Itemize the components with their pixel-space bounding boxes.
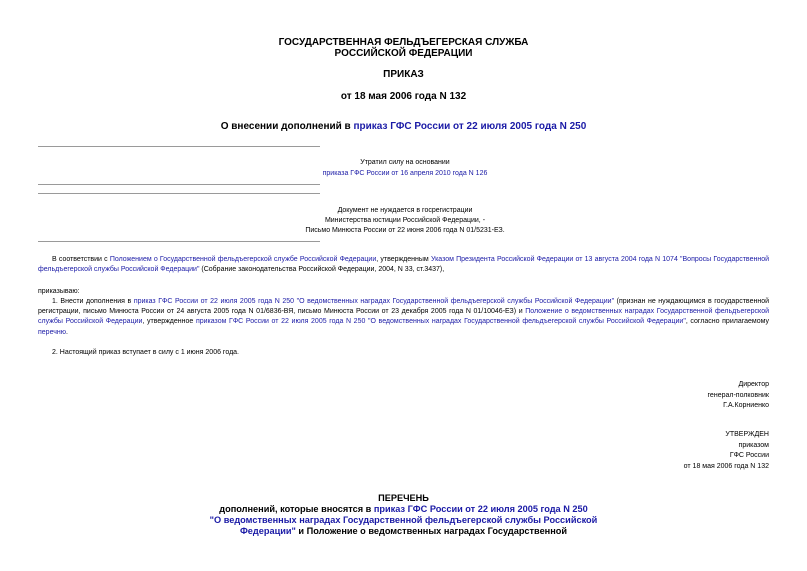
- awards-regulation-link[interactable]: Положение о ведомственных наградах Государственной фельдъегерской службы Российской Федерации: [38, 308, 769, 326]
- divider: [38, 193, 320, 194]
- title-link[interactable]: приказ ГФС России от 22 июля 2005 года N 250: [353, 121, 587, 132]
- list-link[interactable]: перечню: [38, 328, 66, 336]
- item1-text: (признан не нуждающимся в государственной регистрации, письмо Минюста России от 24 августа 2005 года N 01/6836-ВЯ, письмо Минюста России от 23 декабря 2005 года N 01/10046-ЕЗ) и: [38, 298, 769, 316]
- item1-text: 1. Внести дополнения в: [52, 298, 134, 305]
- regulation-link[interactable]: Положением о Государственной фельдъегерской службе Российской Федерации: [109, 256, 377, 263]
- item1-paragraph: [38, 297, 769, 338]
- appendix-line1: [0, 504, 807, 515]
- preamble-paragraph: [38, 255, 769, 275]
- item2-paragraph: 2. Настоящий приказ вступает в силу с 1 июня 2006 года.: [52, 349, 239, 356]
- signature-block: [708, 380, 769, 412]
- document-type: ПРИКАЗ: [383, 69, 424, 80]
- status-note-line1: Утратил силу на основании: [360, 159, 450, 166]
- divider: [38, 241, 320, 242]
- approval-line3: ГФС России: [729, 452, 769, 459]
- approving-order-link[interactable]: приказом ГФС России от 22 июля 2005 года N 250 "О ведомственных наградах Государственной фельдъегерской службы Российской Федерации": [195, 318, 686, 326]
- status-note-link[interactable]: приказа ГФС России от 16 апреля 2010 года N 126: [322, 170, 488, 177]
- divider: [38, 184, 320, 185]
- registration-note: [270, 206, 540, 236]
- order-word: приказываю:: [38, 288, 80, 295]
- appendix-line3-suffix: и Положение о ведомственных наградах Государственной: [295, 526, 568, 536]
- preamble-text: , утвержденным: [376, 256, 431, 263]
- signature-rank: генерал-полковник: [707, 391, 769, 399]
- appendix-order-link[interactable]: приказ ГФС России от 22 июля 2005 года N 250: [373, 504, 588, 514]
- approval-block: [684, 430, 769, 472]
- signature-position: Директор: [738, 381, 769, 388]
- item1-text: , согласно прилагаемому: [685, 318, 769, 326]
- appendix-line3-link[interactable]: Федерации": [239, 526, 296, 536]
- title-prefix: О внесении дополнений в: [220, 121, 354, 132]
- appendix-line2-link[interactable]: "О ведомственных наградах Государственной фельдъегерской службы Российской: [209, 515, 598, 525]
- approval-line1: УТВЕРЖДЕН: [725, 431, 769, 438]
- approval-line2: приказом: [738, 441, 769, 449]
- approval-line4: от 18 мая 2006 года N 132: [683, 462, 769, 470]
- decree-link[interactable]: Указом Президента Российской Федерации от 13 августа 2004 года N 1074 "Вопросы Государственной фельдъегерской службы Российской Федерации": [38, 256, 769, 274]
- preamble-text: (Собрание законодательства Российской Федерации, 2004, N 33, ст.3437),: [199, 266, 445, 274]
- signature-name: Г.А.Корниенко: [723, 402, 769, 409]
- registration-line2: Министерства юстиции Российской Федерации, -: [324, 217, 486, 224]
- item1-text: , утвержденное: [142, 318, 196, 326]
- appendix-title: ПЕРЕЧЕНЬ: [378, 493, 429, 503]
- preamble-text: В соответствии с: [52, 256, 110, 263]
- registration-line1: Документ не нуждается в госрегистрации: [337, 207, 473, 214]
- item1-text: .: [66, 328, 68, 336]
- appendix-line1-prefix: дополнений, которые вносятся в: [219, 504, 374, 514]
- divider: [38, 146, 320, 147]
- document-title: [0, 121, 807, 132]
- agency-name-line1: ГОСУДАРСТВЕННАЯ ФЕЛЬДЪЕГЕРСКАЯ СЛУЖБА: [278, 37, 529, 48]
- status-note: [300, 158, 510, 179]
- registration-line3: Письмо Минюста России от 22 июня 2006 года N 01/5231-ЕЗ.: [305, 227, 505, 234]
- appendix-line3: [0, 526, 807, 537]
- order-250-link[interactable]: приказ ГФС России от 22 июля 2005 года N 250 "О ведомственных наградах Государственной фельдъегерской службы Российской Федерации": [133, 298, 615, 305]
- agency-name-line2: РОССИЙСКОЙ ФЕДЕРАЦИИ: [334, 48, 473, 59]
- document-date-number: от 18 мая 2006 года N 132: [340, 91, 467, 102]
